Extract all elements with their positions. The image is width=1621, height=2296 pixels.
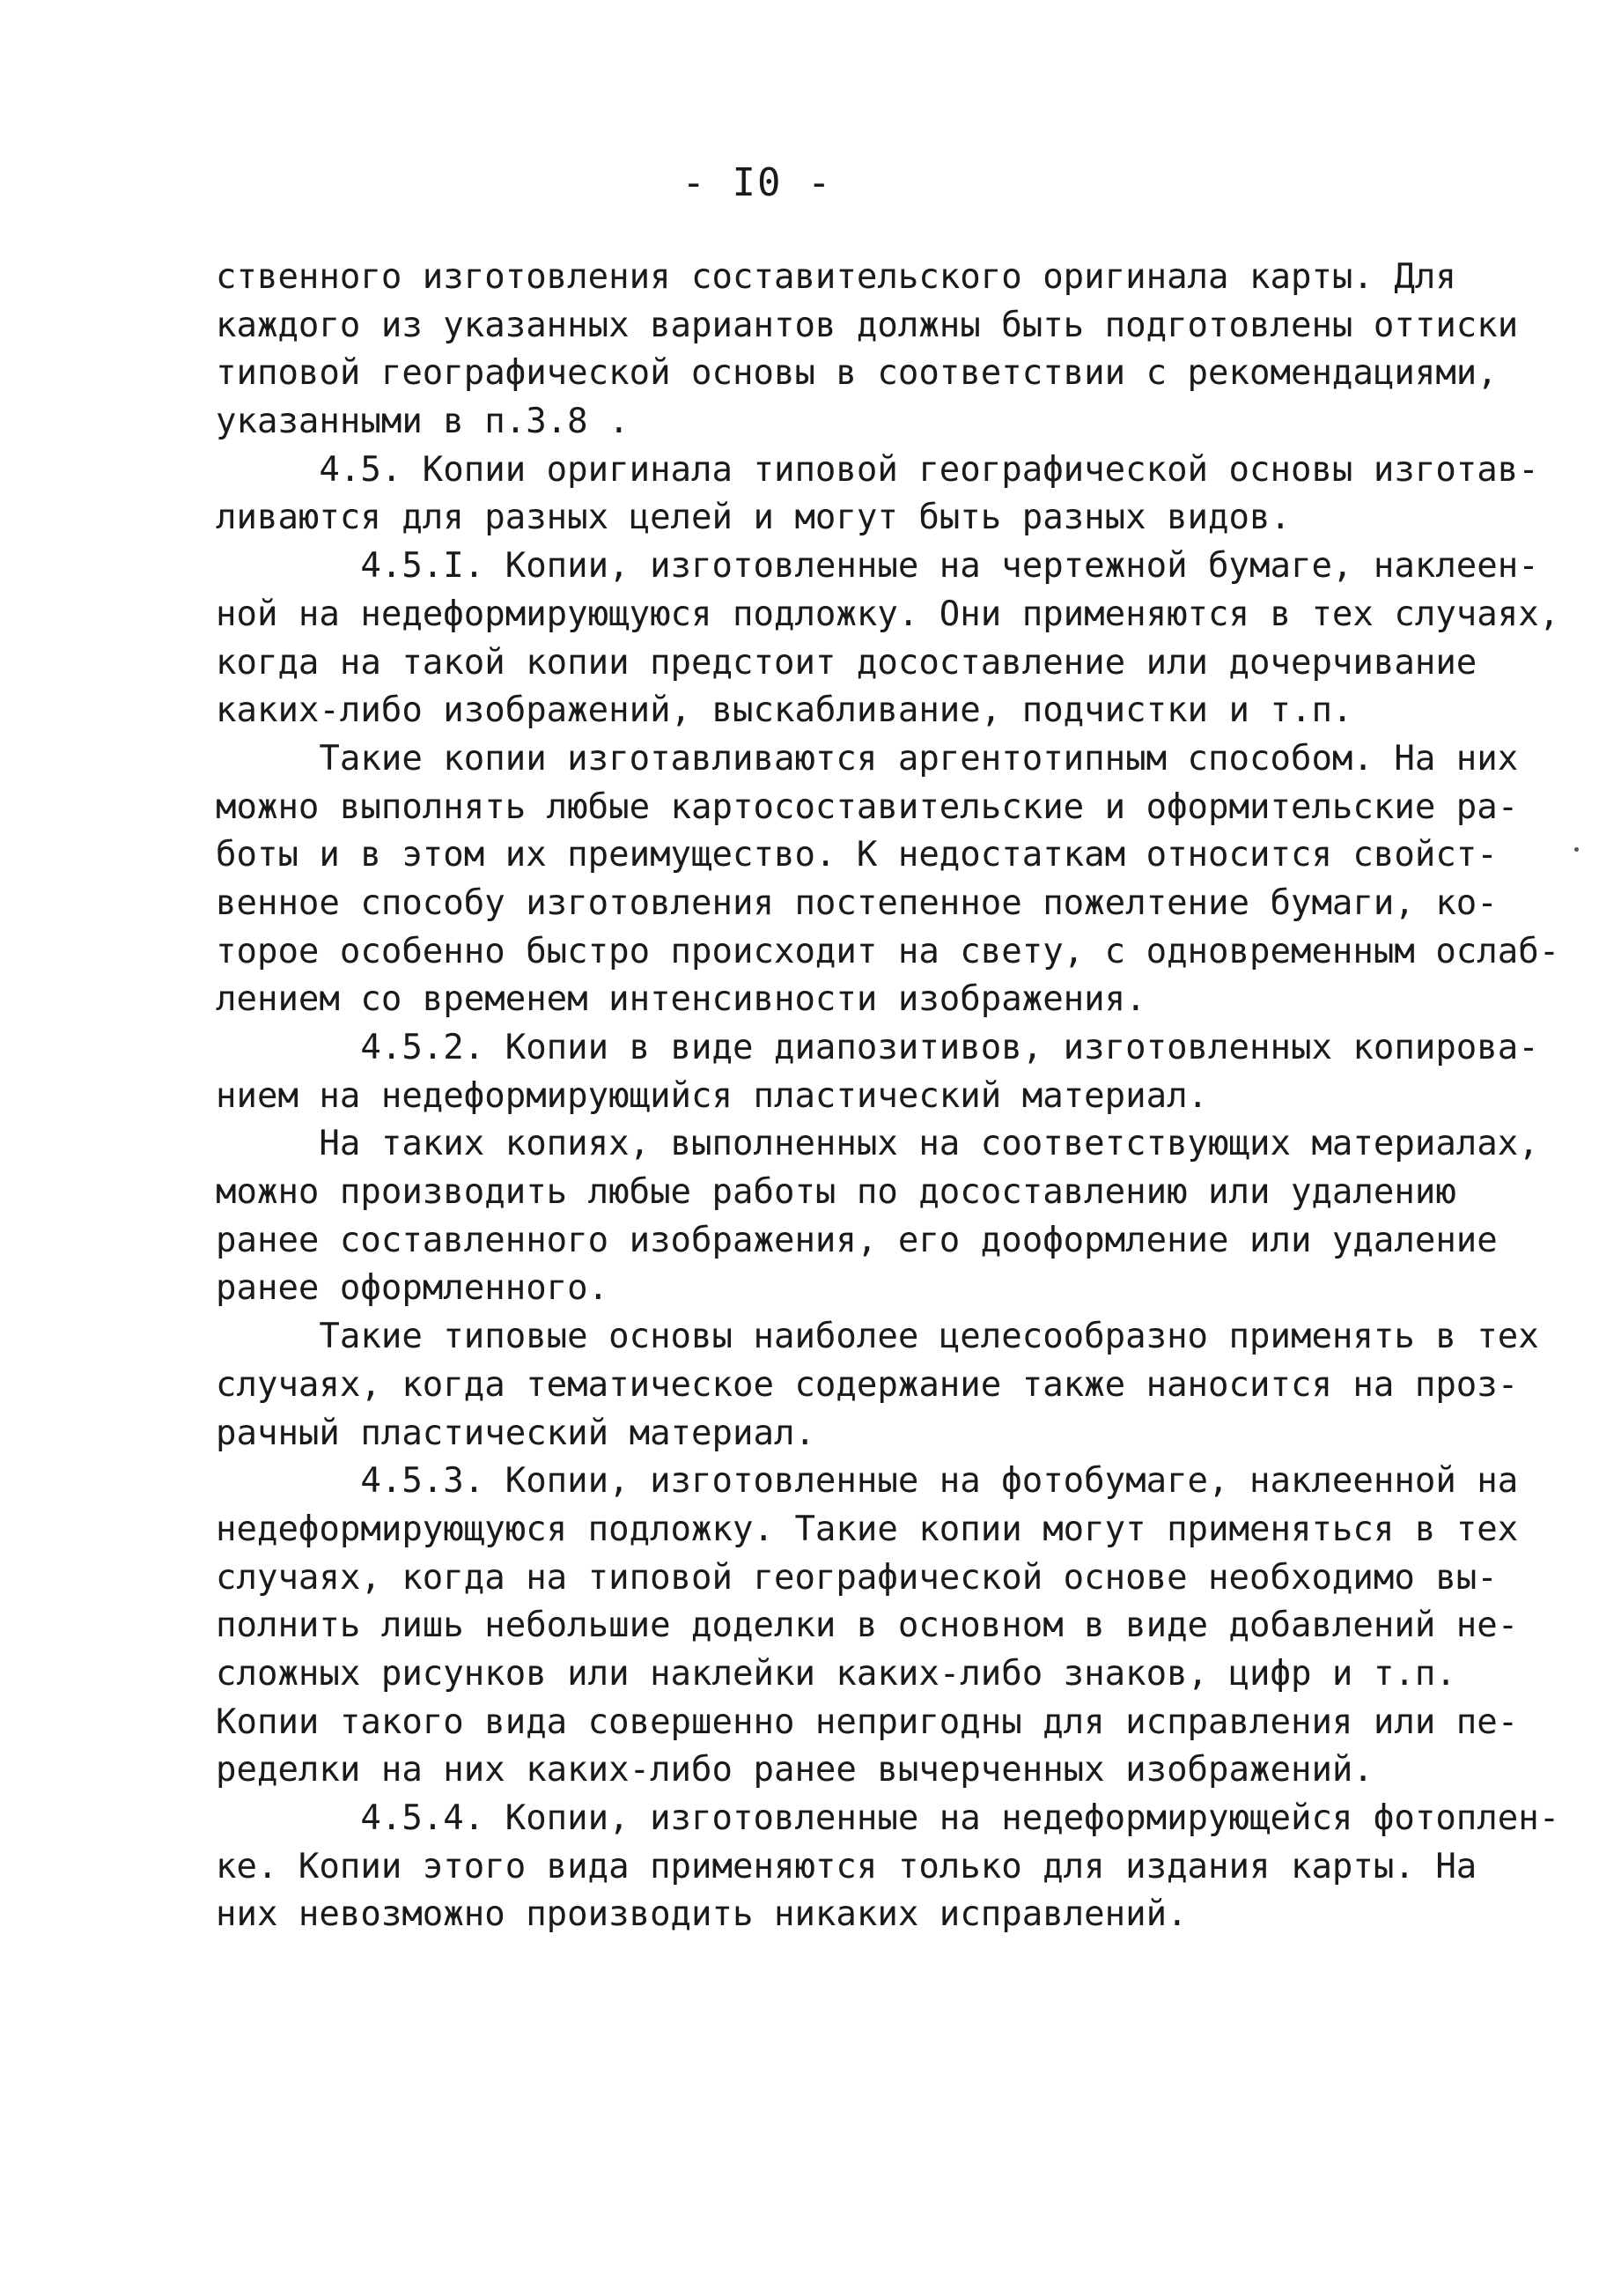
text-line: типовой географической основы в соответствии с рекомендациями, <box>216 353 1498 394</box>
text-line: торое особенно быстро происходит на свету, с одновременным ослаб- <box>216 931 1560 971</box>
text-line: ределки на них каких-либо ранее вычерченных изображений. <box>216 1750 1374 1790</box>
text-line: случаях, когда на типовой географической основе необходимо вы- <box>216 1557 1498 1598</box>
text-line: 4.5.3. Копии, изготовленные на фотобумаге, наклеенной на <box>216 1461 1519 1502</box>
text-line: можно выполнять любые картосоставительские и оформительские ра- <box>216 786 1519 827</box>
text-line: нием на недеформирующийся пластический материал. <box>216 1075 1209 1116</box>
text-line: рачный пластический материал. <box>216 1413 815 1453</box>
scan-speck <box>1574 847 1579 852</box>
text-line: венное способу изготовления постепенное пожелтение бумаги, ко- <box>216 882 1498 923</box>
text-line: ранее составленного изображения, его дооформление или удаление <box>216 1220 1498 1260</box>
text-line: когда на такой копии предстоит досоставление или дочерчивание <box>216 642 1477 683</box>
text-line: На таких копиях, выполненных на соответствующих материалах, <box>216 1124 1539 1164</box>
text-line: 4.5.I. Копии, изготовленные на чертежной бумаге, наклеен- <box>216 546 1539 587</box>
text-line: указанными в п.3.8 . <box>216 402 630 442</box>
text-line: ке. Копии этого вида применяются только для издания карты. На <box>216 1846 1477 1886</box>
text-line: них невозможно производить никаких исправлений. <box>216 1894 1188 1935</box>
text-line: сложных рисунков или наклейки каких-либо знаков, цифр и т.п. <box>216 1653 1456 1694</box>
text-line: ной на недеформирующуюся подложку. Они применяются в тех случаях, <box>216 594 1560 634</box>
text-line: Копии такого вида совершенно непригодны для исправления или пе- <box>216 1702 1519 1742</box>
text-line: случаях, когда тематическое содержание также наносится на проз- <box>216 1364 1519 1405</box>
text-line: каких-либо изображений, выскабливание, подчистки и т.п. <box>216 690 1353 731</box>
text-line: недеформирующуюся подложку. Такие копии могут применяться в тех <box>216 1509 1519 1549</box>
text-line: можно производить любые работы по досоставлению или удалению <box>216 1172 1456 1213</box>
text-line: полнить лишь небольшие доделки в основном в виде добавлений не- <box>216 1606 1519 1646</box>
text-line: ственного изготовления составительского оригинала карты. Для <box>216 257 1456 297</box>
text-line: боты и в этом их преимущество. К недостаткам относится свойст- <box>216 835 1498 875</box>
text-line: Такие копии изготавливаются аргентотипным способом. На них <box>216 738 1519 779</box>
text-line: лением со временем интенсивности изображения. <box>216 979 1146 1020</box>
text-line: 4.5. Копии оригинала типовой географической основы изготав- <box>216 449 1539 490</box>
text-line: каждого из указанных вариантов должны быть подготовлены оттиски <box>216 305 1519 345</box>
text-line: 4.5.4. Копии, изготовленные на недеформирующейся фотоплен- <box>216 1798 1560 1838</box>
body-text <box>216 254 1560 1939</box>
text-line: ливаются для разных целей и могут быть разных видов. <box>216 498 1291 538</box>
text-line: ранее оформленного. <box>216 1268 609 1309</box>
text-line: Такие типовые основы наиболее целесообразно применять в тех <box>216 1317 1539 1357</box>
page-number: - I0 - <box>682 160 833 205</box>
text-line: 4.5.2. Копии в виде диапозитивов, изготовленных копирова- <box>216 1028 1539 1067</box>
